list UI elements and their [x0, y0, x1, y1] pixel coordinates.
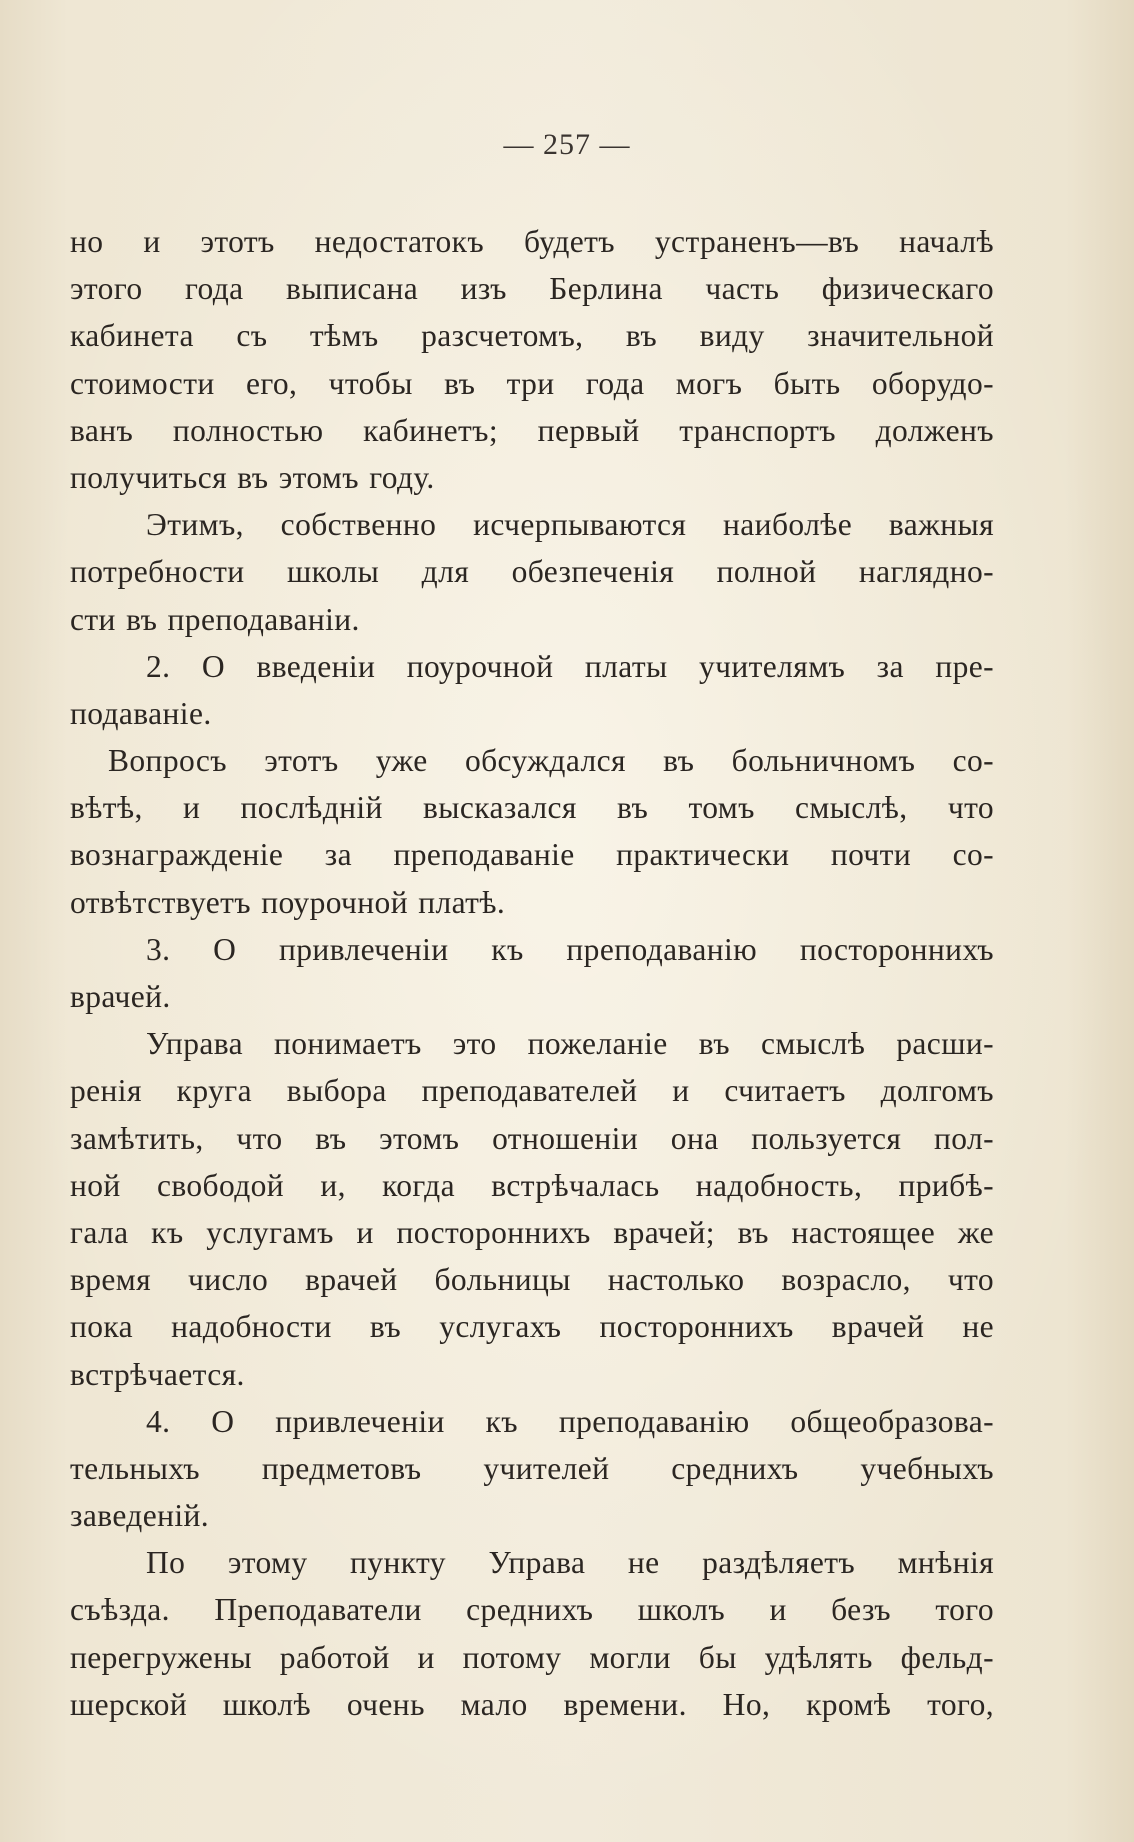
text-line: сти въ преподаваніи.: [70, 601, 360, 637]
text-line: съѣзда. Преподаватели среднихъ школъ и безъ того: [70, 1592, 994, 1628]
text-line: пока надобности въ услугахъ постороннихъ врачей не: [70, 1309, 994, 1345]
text-line: кабинета съ тѣмъ разсчетомъ, въ виду значительной: [70, 318, 994, 354]
text-line: встрѣчается.: [70, 1356, 245, 1392]
text-line: ренія круга выбора преподавателей и считаетъ долгомъ: [70, 1073, 994, 1109]
text-line: вознагражденіе за преподаваніе практически почти со-: [70, 837, 994, 873]
text-line: стоимости его, чтобы въ три года могъ быть оборудо-: [70, 365, 994, 401]
text-line: перегружены работой и потому могли бы удѣлять фельд-: [70, 1639, 994, 1675]
text-line: шерской школѣ очень мало времени. Но, кромѣ того,: [70, 1686, 994, 1722]
text-line: гала къ услугамъ и постороннихъ врачей; въ настоящее же: [70, 1214, 994, 1250]
text-line: 4. О привлеченіи къ преподаванію общеобразова-: [146, 1403, 994, 1439]
body-text: [70, 218, 994, 1728]
text-line: подаваніе.: [70, 695, 212, 731]
text-line: вѣтѣ, и послѣдній высказался въ томъ смыслѣ, что: [70, 790, 994, 826]
text-line: потребности школы для обезпеченія полной наглядно-: [70, 554, 994, 590]
text-line: время число врачей больницы настолько возрасло, что: [70, 1262, 994, 1298]
text-line: 3. О привлеченіи къ преподаванію постороннихъ: [146, 931, 994, 967]
text-line: тельныхъ предметовъ учителей среднихъ учебныхъ: [70, 1450, 994, 1486]
text-line: замѣтить, что въ этомъ отношеніи она пользуется пол-: [70, 1120, 994, 1156]
text-line: Управа понимаетъ это пожеланіе въ смыслѣ расши-: [146, 1026, 994, 1062]
text-line: Этимъ, собственно исчерпываются наиболѣе важныя: [146, 507, 994, 543]
text-line: этого года выписана изъ Берлина часть физическаго: [70, 271, 994, 307]
text-line: ванъ полностью кабинетъ; первый транспортъ долженъ: [70, 412, 994, 448]
text-line: Вопросъ этотъ уже обсуждался въ больничномъ со-: [108, 743, 994, 779]
text-line: 2. О введеніи поурочной платы учителямъ за пре-: [146, 648, 994, 684]
text-line: заведеній.: [70, 1498, 210, 1534]
text-line: получиться въ этомъ году.: [70, 459, 435, 495]
page-number: — 257 —: [503, 128, 631, 161]
text-line: но и этотъ недостатокъ будетъ устраненъ—въ началѣ: [70, 224, 994, 259]
text-line: По этому пункту Управа не раздѣляетъ мнѣнія: [146, 1545, 994, 1581]
text-line: отвѣтствуетъ поурочной платѣ.: [70, 884, 506, 920]
text-line: ной свободой и, когда встрѣчалась надобность, прибѣ-: [70, 1167, 994, 1203]
text-line: врачей.: [70, 979, 171, 1014]
